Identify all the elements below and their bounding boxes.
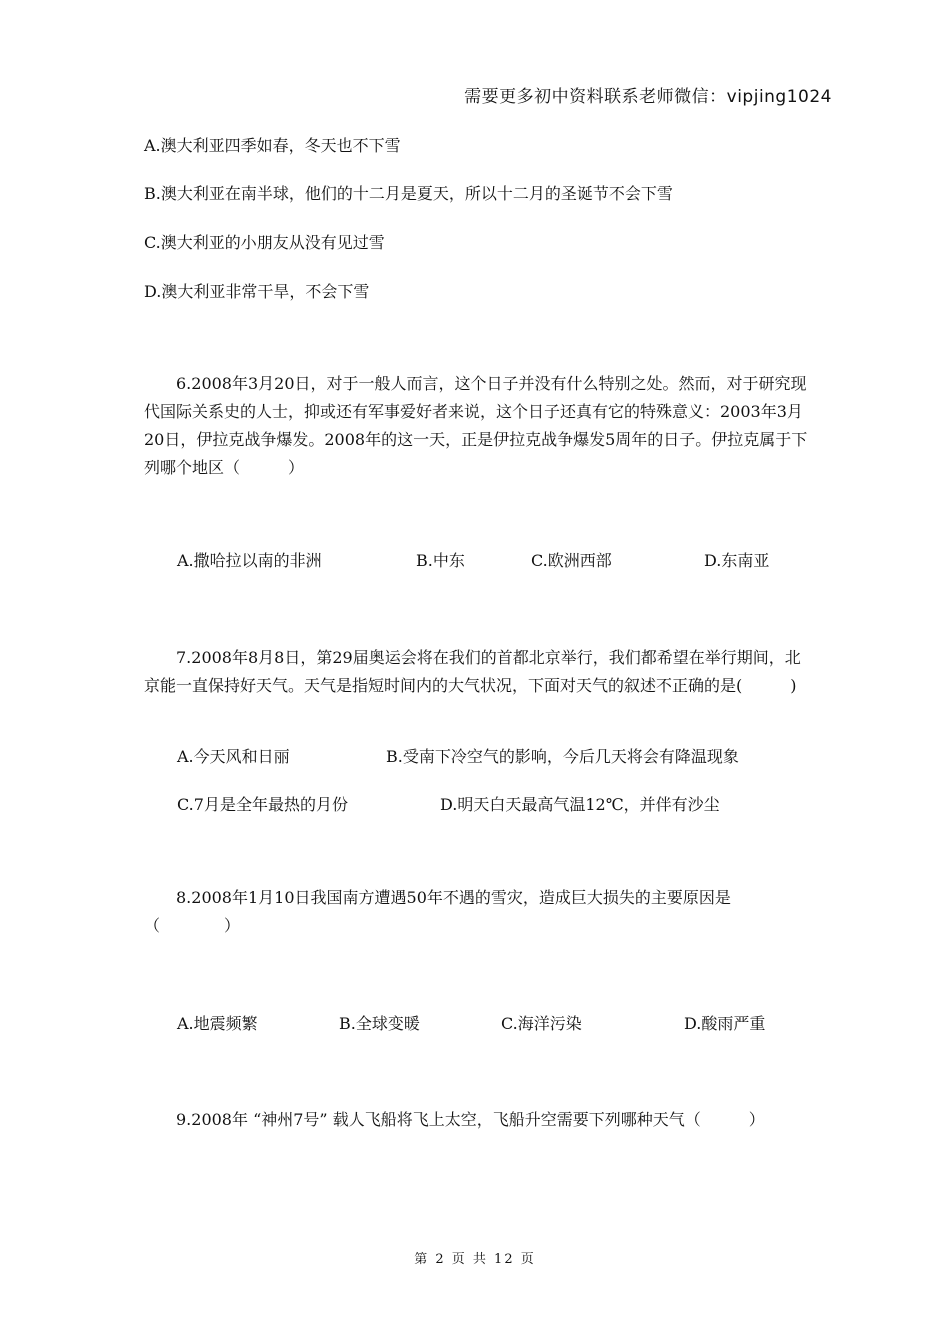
q5-option-c: C.澳大利亚的小朋友从没有见过雪 <box>144 233 385 252</box>
q5-option-d: D.澳大利亚非常干旱，不会下雪 <box>144 282 370 301</box>
q6-option-a: A.撒哈拉以南的非洲 <box>177 551 322 570</box>
q8-stem <box>144 884 808 940</box>
q5-option-b: B.澳大利亚在南半球，他们的十二月是夏天，所以十二月的圣诞节不会下雪 <box>144 184 673 203</box>
q9-stem-text: 9.2008年 “神州7号” 载人飞船将飞上太空，飞船升空需要下列哪种天气（ ） <box>176 1110 765 1129</box>
q8-stem-text: 8.2008年1月10日我国南方遭遇50年不遇的雪灾，造成巨大损失的主要原因是（ ） <box>144 888 731 935</box>
page-footer: 第 2 页 共 12 页 <box>414 1252 536 1267</box>
q8-option-a: A.地震频繁 <box>177 1014 258 1033</box>
q7-option-d: D.明天白天最高气温12℃，并伴有沙尘 <box>440 795 720 814</box>
q8-option-b: B.全球变暖 <box>339 1014 420 1033</box>
page-header-contact: 需要更多初中资料联系老师微信：vipjing1024 <box>464 87 832 107</box>
q6-stem <box>144 370 808 482</box>
q7-option-a: A.今天风和日丽 <box>177 747 290 766</box>
q7-option-c: C.7月是全年最热的月份 <box>177 795 348 814</box>
q8-option-d: D.酸雨严重 <box>684 1014 766 1033</box>
q9-stem <box>144 1106 808 1134</box>
q6-stem-text: 6.2008年3月20日，对于一般人而言，这个日子并没有什么特别之处。然而，对于研究现代国际关系史的人士，抑或还有军事爱好者来说，这个日子还真有它的特殊意义：2003年3月20日，伊拉克战争爆发。2008年的这一天，正是伊拉克战争爆发5周年的日子。伊拉克属于下列哪个地区（ ） <box>144 374 808 477</box>
q7-option-b: B.受南下冷空气的影响，今后几天将会有降温现象 <box>386 747 739 766</box>
q5-option-a: A.澳大利亚四季如春，冬天也不下雪 <box>144 136 401 155</box>
q8-option-c: C.海洋污染 <box>501 1014 582 1033</box>
q7-stem-text: 7.2008年8月8日，第29届奥运会将在我们的首都北京举行，我们都希望在举行期间，北京能一直保持好天气。天气是指短时间内的大气状况，下面对天气的叙述不正确的是( ) <box>144 648 801 695</box>
q6-option-c: C.欧洲西部 <box>531 551 612 570</box>
q6-option-d: D.东南亚 <box>704 551 770 570</box>
q6-option-b: B.中东 <box>416 551 465 570</box>
q7-stem <box>144 644 808 700</box>
